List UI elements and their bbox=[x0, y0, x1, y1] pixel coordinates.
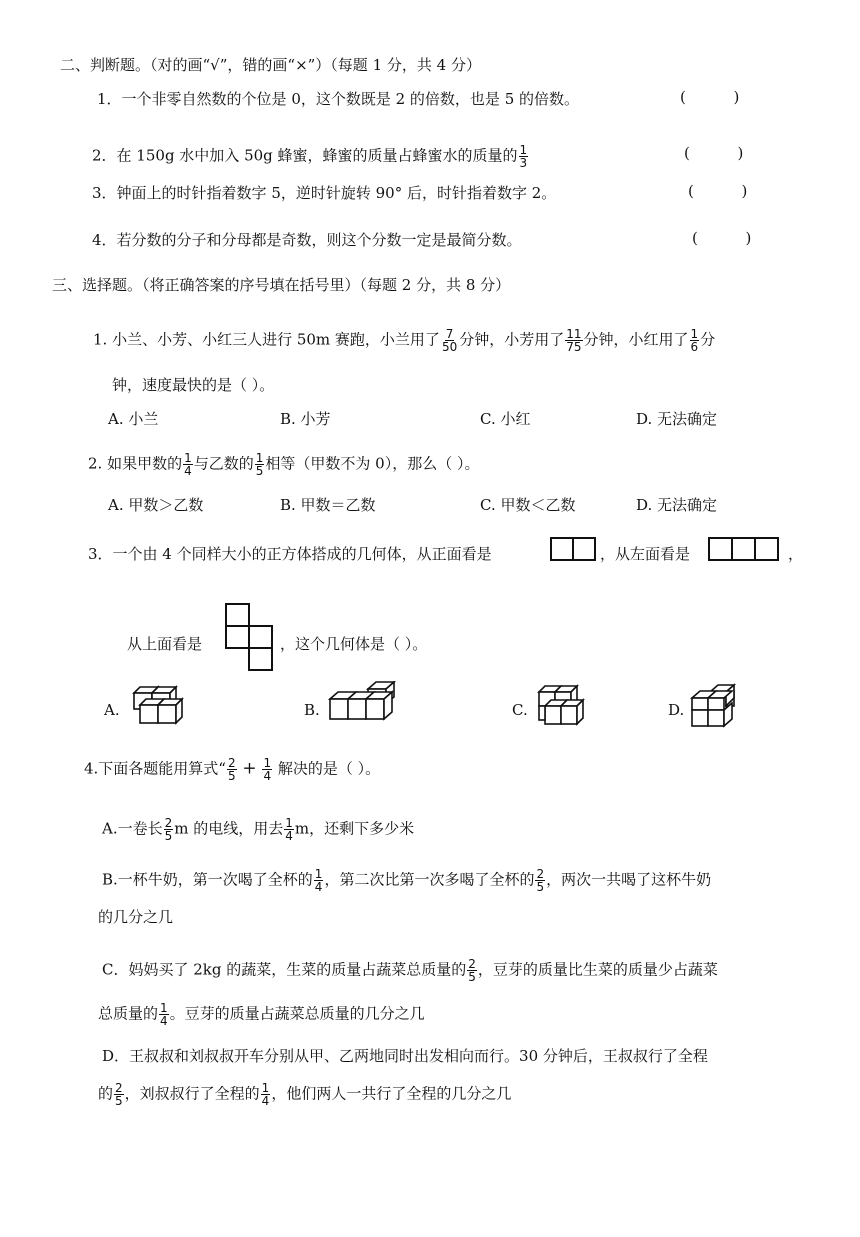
fraction: $\frac{1}{3}$ bbox=[519, 143, 528, 170]
cube-figure-b[interactable] bbox=[328, 681, 402, 723]
judge-q2: 2．在 150g 水中加入 50g 蜂蜜，蜂蜜的质量占蜂蜜水的质量的 $\frac{1}{3}$ bbox=[92, 143, 528, 170]
option-c[interactable]: C. 甲数＜乙数 bbox=[480, 496, 576, 514]
option-c[interactable]: C. 小红 bbox=[480, 410, 531, 428]
section2-title: 二、判断题。（对的画“√”，错的画“×”）（每题 1 分，共 4 分） bbox=[60, 56, 481, 74]
cube-figure-a[interactable] bbox=[130, 683, 192, 729]
choice-q3-text3: ， bbox=[788, 545, 804, 563]
option-d[interactable]: D. 无法确定 bbox=[636, 410, 718, 428]
choice-q2: 2. 如果甲数的 $\frac{1}{4}$ 与乙数的 $\frac{1}{5}$ 相等（甲数不为 0），那么（ ）。 bbox=[88, 451, 480, 478]
option-a[interactable]: A. 小兰 bbox=[108, 410, 159, 428]
judge-q4: 4．若分数的分子和分母都是奇数，则这个分数一定是最简分数。 bbox=[92, 231, 522, 249]
option-d-line2: 的 $\frac{2}{5}$ ，刘叔叔行了全程的 $\frac{1}{4}$ ，他们两人一共行了全程的几分之几 bbox=[98, 1081, 512, 1108]
choice-q3-text2: ，从左面看是 bbox=[600, 545, 691, 563]
option-d[interactable]: D. 无法确定 bbox=[636, 496, 718, 514]
answer-paren[interactable]: ( ) bbox=[680, 88, 740, 106]
choice-q3-line1: 3．一个由 4 个同样大小的正方体搭成的几何体，从正面看是 bbox=[88, 545, 492, 563]
option-c[interactable]: C．妈妈买了 2kg 的蔬菜，生菜的质量占蔬菜总质量的 $\frac{2}{5}$ ，豆芽的质量比生菜的质量少占蔬菜 bbox=[102, 957, 718, 984]
option-b[interactable]: B.一杯牛奶，第一次喝了全杯的 $\frac{1}{4}$ ，第二次比第一次多喝了全杯的 $\frac{2}{5}$ ，两次一共喝了这杯牛奶 bbox=[102, 867, 712, 894]
cube-figure-c[interactable] bbox=[535, 682, 591, 730]
front-view-figure bbox=[550, 537, 596, 563]
judge-q3: 3．钟面上的时针指着数字 5，逆时针旋转 90° 后，时针指着数字 2。 bbox=[92, 184, 557, 202]
choice-q1-line2: 钟，速度最快的是（ ）。 bbox=[112, 376, 275, 394]
option-a[interactable]: A. 甲数＞乙数 bbox=[108, 496, 204, 514]
answer-paren[interactable]: ( ) bbox=[684, 144, 744, 162]
answer-paren[interactable]: ( ) bbox=[692, 229, 752, 247]
option-b[interactable]: B. bbox=[304, 701, 320, 719]
judge-q1: 1．一个非零自然数的个位是 0，这个数既是 2 的倍数，也是 5 的倍数。 bbox=[97, 90, 580, 108]
option-d[interactable]: D. bbox=[668, 701, 685, 719]
option-a[interactable]: A.一卷长 $\frac{2}{5}$ m 的电线，用去 $\frac{1}{4}$ m，还剩下多少米 bbox=[102, 816, 415, 843]
option-d[interactable]: D．王叔叔和刘叔叔开车分别从甲、乙两地同时出发相向而行。30 分钟后，王叔叔行了全程 bbox=[102, 1047, 708, 1065]
option-c-line2: 总质量的 $\frac{1}{4}$ 。豆芽的质量占蔬菜总质量的几分之几 bbox=[98, 1001, 425, 1028]
choice-q3-text5: ，这个几何体是（ ）。 bbox=[280, 635, 428, 653]
option-c[interactable]: C. bbox=[512, 701, 528, 719]
choice-q3-line2: 从上面看是 bbox=[127, 635, 203, 653]
option-b[interactable]: B. 甲数＝乙数 bbox=[280, 496, 376, 514]
option-a[interactable]: A. bbox=[104, 701, 120, 719]
left-view-figure bbox=[708, 537, 780, 563]
cube-figure-d[interactable] bbox=[688, 682, 746, 730]
answer-paren[interactable]: ( ) bbox=[688, 182, 748, 200]
choice-q1-line1: 1. 小兰、小芳、小红三人进行 50m 赛跑，小兰用了 $\frac{7}{50}$ 分钟，小芳用了 $\frac{11}{75}$ 分钟，小红用了 $\frac{1}{6}$ 分 bbox=[93, 327, 716, 354]
top-view-figure bbox=[224, 602, 274, 674]
option-b-line2: 的几分之几 bbox=[98, 908, 174, 926]
choice-q4: 4.下面各题能用算式“ $\frac{2}{5}$ + $\frac{1}{4}$ 解决的是（ ）。 bbox=[84, 756, 381, 783]
option-b[interactable]: B. 小芳 bbox=[280, 410, 331, 428]
section3-title: 三、选择题。（将正确答案的序号填在括号里）（每题 2 分，共 8 分） bbox=[52, 276, 511, 294]
